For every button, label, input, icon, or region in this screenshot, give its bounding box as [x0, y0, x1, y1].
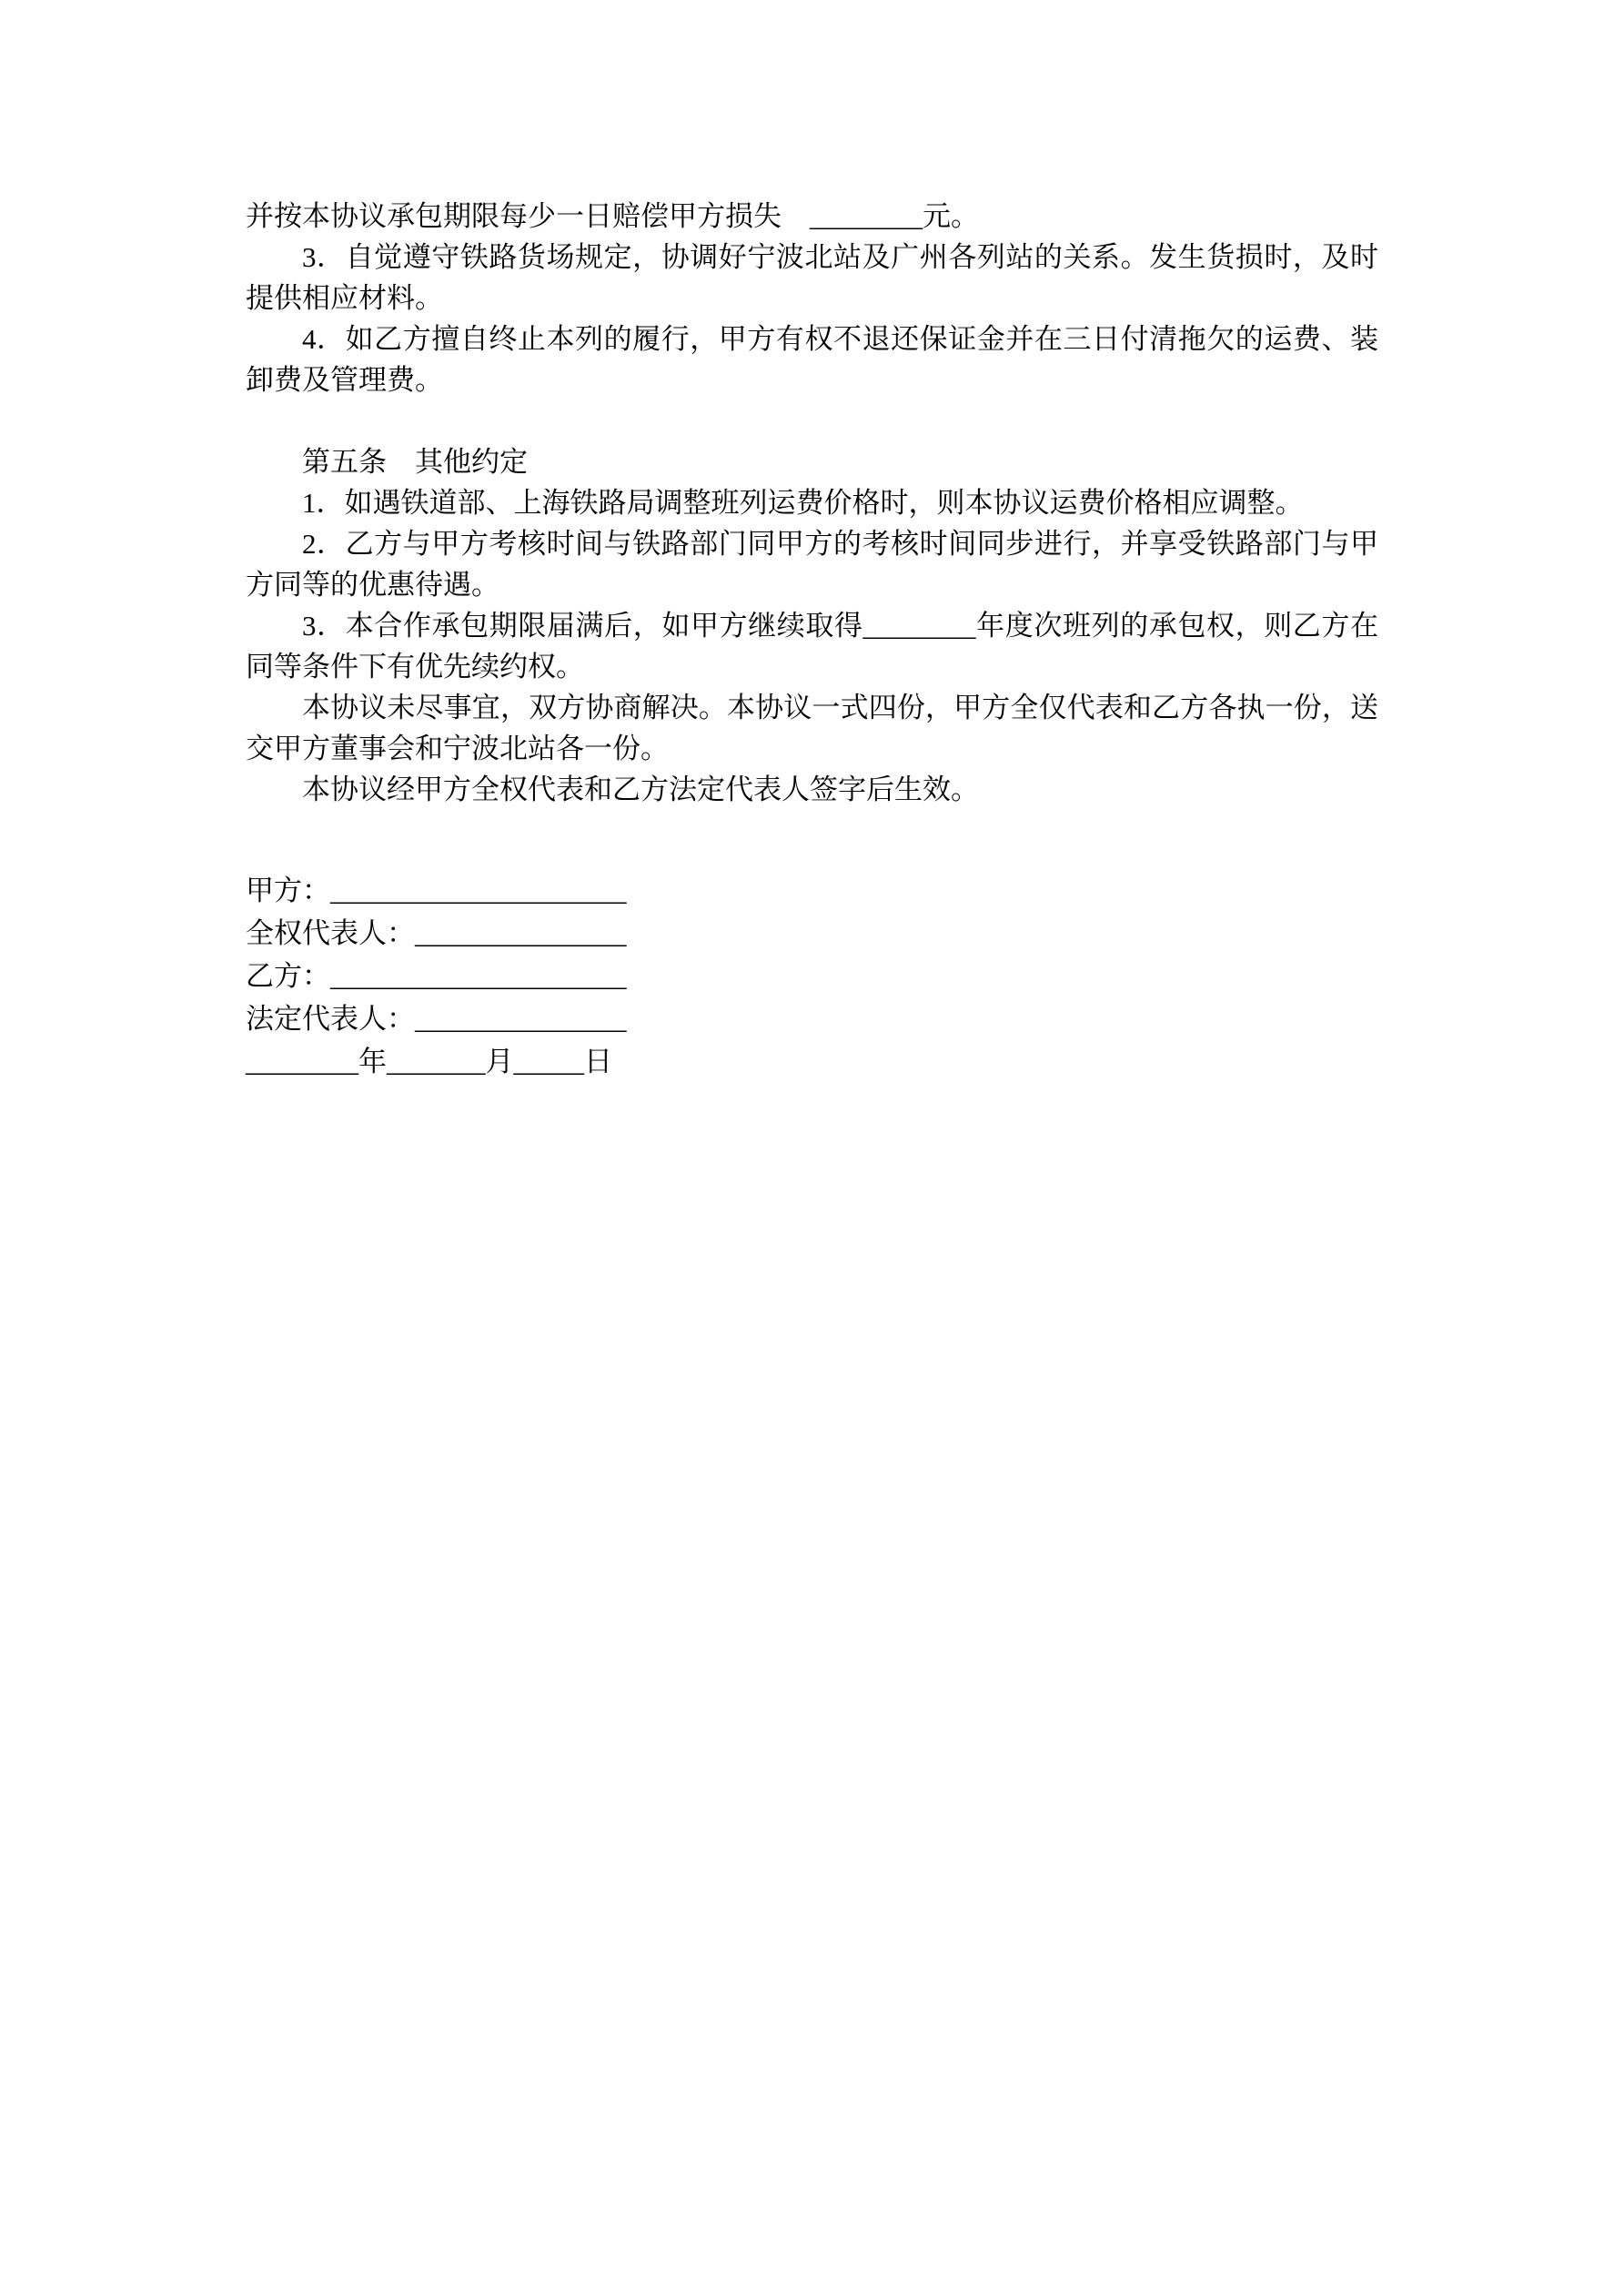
closing-paragraph-1: 本协议未尽事宜，双方协商解决。本协议一式四份，甲方全仅代表和乙方各执一份，送交甲方董事会和宁波北站各一份。: [246, 692, 1378, 764]
article-5-item-2: 2．乙方与甲方考核时间与铁路部门同甲方的考核时间同步进行，并享受铁路部门与甲方同等的优惠待遇。: [246, 528, 1378, 601]
paragraph-continuation: 并按本协议承包期限每少一日赔偿甲方损失 ________元。: [246, 200, 979, 232]
article-5-heading: 第五条 其他约定: [302, 446, 528, 478]
article-5-item-1: 1．如遇铁道部、上海铁路局调整班列运费价格时，则本协议运费价格相应调整。: [302, 487, 1304, 519]
clause-item-4: 4．如乙方擅自终止本列的履行，甲方有权不退还保证金并在三日付清拖欠的运费、装卸费及管理费。: [246, 323, 1378, 396]
authorized-representative-line: 全权代表人：_______________: [246, 917, 627, 949]
closing-paragraph-2: 本协议经甲方全权代表和乙方法定代表人签字后生效。: [302, 774, 979, 805]
blank-line-spacer: [246, 400, 1378, 441]
clause-item-3: 3．自觉遵守铁路货场规定，协调好宁波北站及广州各列站的关系。发生货损时，及时提供相应材料。: [246, 241, 1378, 314]
date-line: ________年_______月_____日: [246, 1046, 612, 1077]
article-5-item-3: 3．本合作承包期限届满后，如甲方继续取得________年度次班列的承包权，则乙方在同等条件下有优先续约权。: [246, 610, 1378, 683]
party-b-line: 乙方：_____________________: [246, 960, 627, 992]
signature-block: [246, 869, 1378, 1083]
party-a-line: 甲方：_____________________: [246, 875, 627, 906]
legal-representative-line: 法定代表人：_______________: [246, 1003, 627, 1035]
